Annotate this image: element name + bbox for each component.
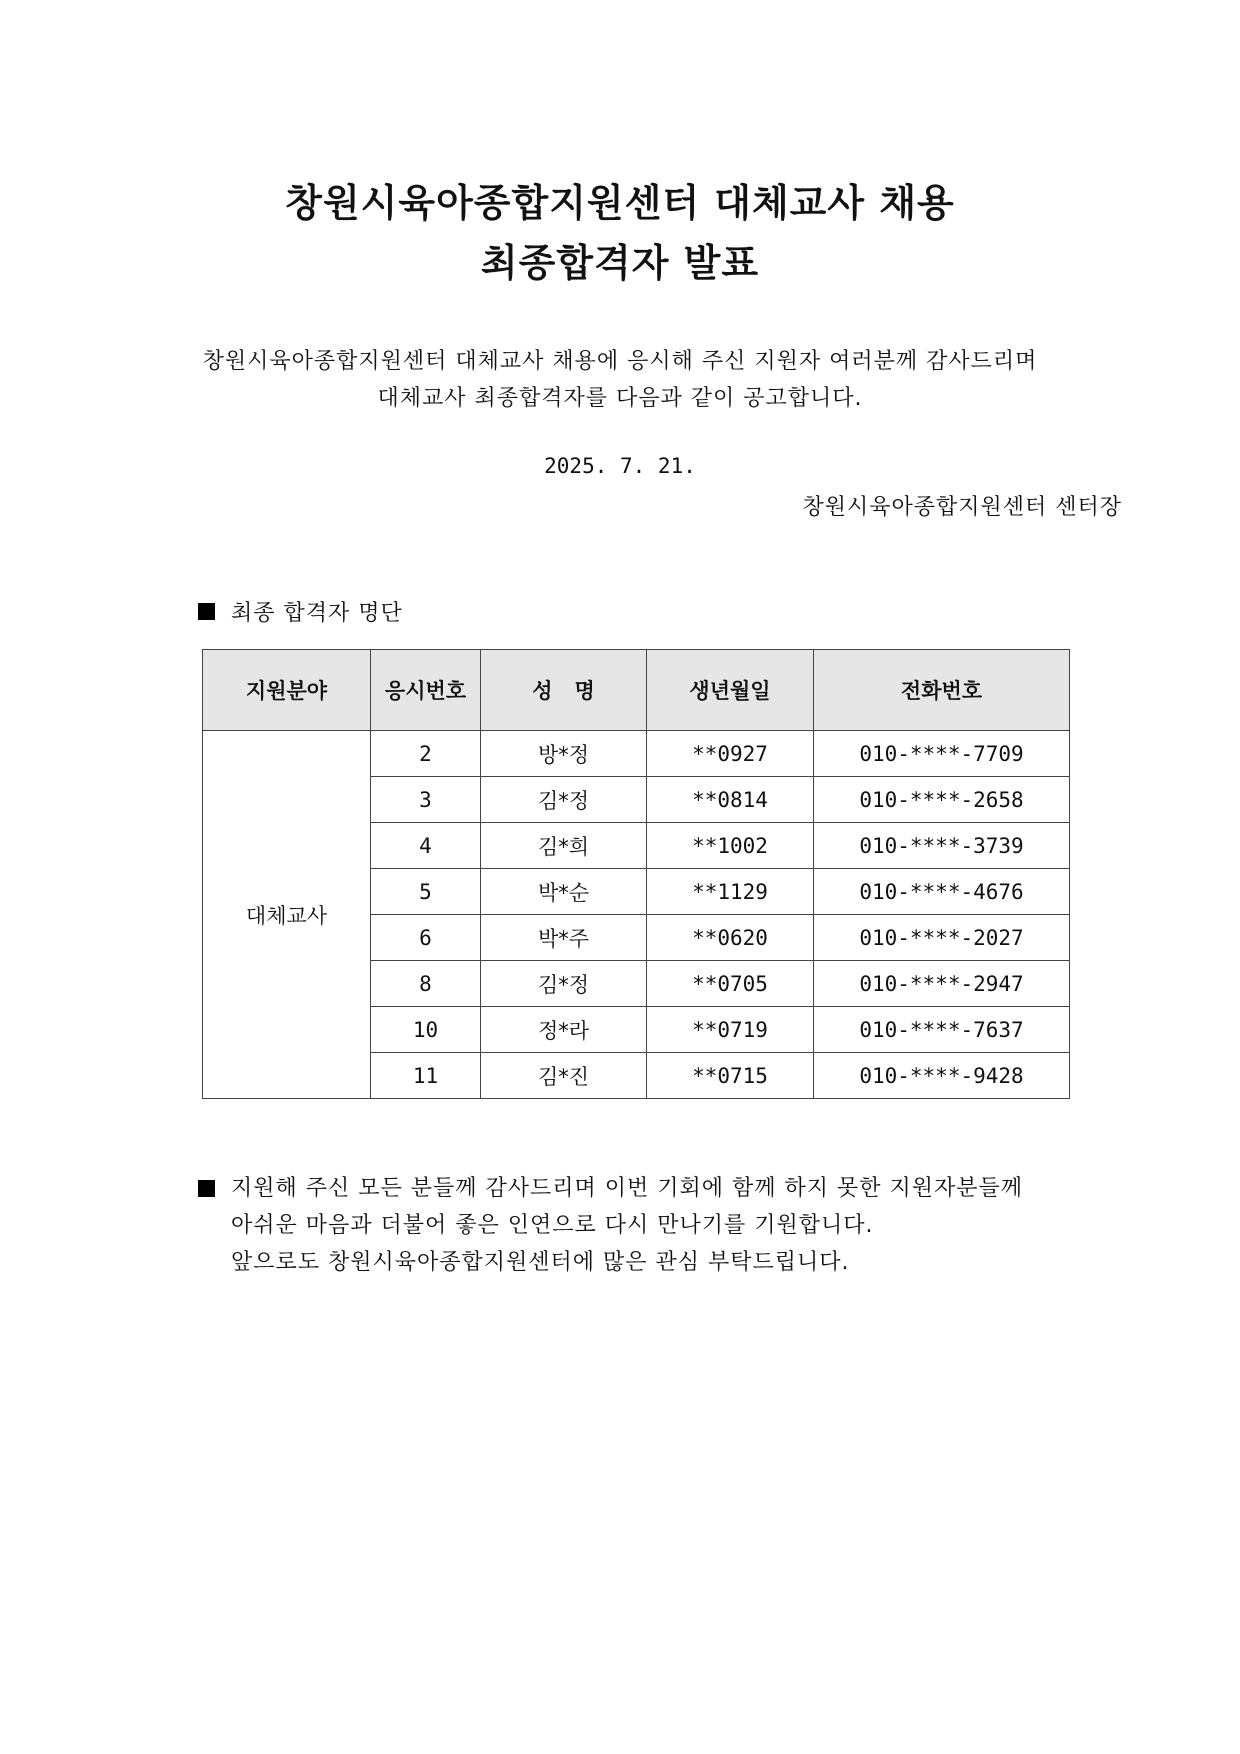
header-name: 성 명	[481, 650, 647, 731]
number-cell: 6	[371, 915, 481, 961]
birth-cell: **0620	[647, 915, 814, 961]
final-candidates-table	[202, 649, 1070, 1099]
name-cell: 박*순	[481, 869, 647, 915]
header-field: 지원분야	[203, 650, 371, 731]
number-cell: 2	[371, 731, 481, 777]
table-row	[203, 731, 1070, 777]
name-cell: 박*주	[481, 915, 647, 961]
name-cell: 김*진	[481, 1053, 647, 1099]
phone-cell: 010-****-2658	[814, 777, 1070, 823]
birth-cell: **1002	[647, 823, 814, 869]
birth-cell: **0719	[647, 1007, 814, 1053]
name-cell: 김*희	[481, 823, 647, 869]
number-cell: 5	[371, 869, 481, 915]
name-cell: 김*정	[481, 961, 647, 1007]
phone-cell: 010-****-2947	[814, 961, 1070, 1007]
header-birth: 생년월일	[647, 650, 814, 731]
name-cell: 방*정	[481, 731, 647, 777]
number-cell: 4	[371, 823, 481, 869]
phone-cell: 010-****-7637	[814, 1007, 1070, 1053]
phone-cell: 010-****-3739	[814, 823, 1070, 869]
page-title-line-1: 창원시육아종합지원센터 대체교사 채용	[285, 181, 955, 225]
birth-cell: **0814	[647, 777, 814, 823]
birth-cell: **0715	[647, 1053, 814, 1099]
closing-line-2: 아쉬운 마음과 더불어 좋은 인연으로 다시 만나기를 기원합니다.	[231, 1213, 874, 1238]
number-cell: 3	[371, 777, 481, 823]
page-title-line-2: 최종합격자 발표	[480, 241, 760, 285]
header-number: 응시번호	[371, 650, 481, 731]
intro-line-2: 대체교사 최종합격자를 다음과 같이 공고합니다.	[377, 386, 863, 411]
closing-line-3: 앞으로도 창원시육아종합지원센터에 많은 관심 부탁드립니다.	[231, 1250, 850, 1275]
section-title: 최종 합격자 명단	[231, 601, 403, 626]
table-header-row	[203, 650, 1070, 731]
phone-cell: 010-****-4676	[814, 869, 1070, 915]
closing-message	[198, 1170, 1023, 1281]
name-cell: 김*정	[481, 777, 647, 823]
birth-cell: **0705	[647, 961, 814, 1007]
intro-line-1: 창원시육아종합지원센터 대체교사 채용에 응시해 주신 지원자 여러분께 감사드리며	[202, 349, 1038, 374]
name-cell: 정*라	[481, 1007, 647, 1053]
phone-cell: 010-****-2027	[814, 915, 1070, 961]
phone-cell: 010-****-7709	[814, 731, 1070, 777]
number-cell: 11	[371, 1053, 481, 1099]
number-cell: 10	[371, 1007, 481, 1053]
square-bullet-icon	[198, 1180, 215, 1197]
field-cell: 대체교사	[203, 731, 371, 1099]
number-cell: 8	[371, 961, 481, 1007]
phone-cell: 010-****-9428	[814, 1053, 1070, 1099]
announcement-date: 2025. 7. 21.	[544, 454, 696, 478]
section-heading	[198, 596, 403, 627]
birth-cell: **0927	[647, 731, 814, 777]
signer: 창원시육아종합지원센터 센터장	[802, 495, 1122, 520]
square-bullet-icon	[198, 603, 215, 620]
closing-line-1: 지원해 주신 모든 분들께 감사드리며 이번 기회에 함께 하지 못한 지원자분들께	[231, 1176, 1023, 1201]
birth-cell: **1129	[647, 869, 814, 915]
header-phone: 전화번호	[814, 650, 1070, 731]
